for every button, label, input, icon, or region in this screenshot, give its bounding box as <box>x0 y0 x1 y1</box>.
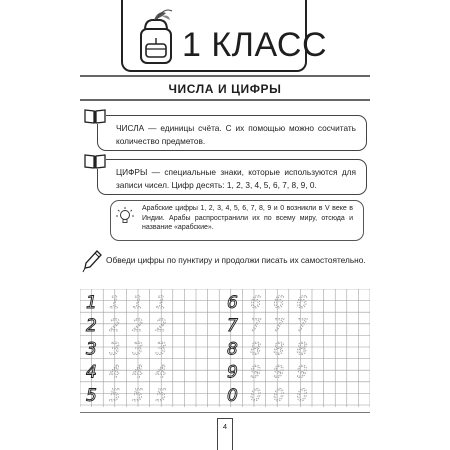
practice-digit: 5 <box>86 385 97 406</box>
practice-digit: 4 <box>86 362 97 383</box>
practice-digit: 3 <box>86 339 97 360</box>
practice-digit: 8 <box>273 339 285 360</box>
practice-digit: 6 <box>296 293 308 313</box>
practice-digit: 0 <box>296 385 308 406</box>
practice-digit: 0 <box>250 385 262 406</box>
open-book-icon <box>84 108 106 124</box>
page-number: 4 <box>217 418 233 450</box>
definition-box-numbers <box>97 115 367 151</box>
open-book-icon <box>84 153 106 169</box>
practice-digit: 2 <box>155 316 167 337</box>
practice-grid <box>80 289 370 407</box>
practice-digit: 9 <box>296 362 308 383</box>
practice-digit: 6 <box>250 293 262 313</box>
bottom-divider <box>80 412 370 413</box>
practice-digit: 2 <box>132 316 144 337</box>
practice-digit: 1 <box>109 293 121 313</box>
task-instruction: Обведи цифры по пунктиру и продолжи писать их самостоятельно. <box>106 255 366 265</box>
practice-digit: 7 <box>296 316 308 337</box>
practice-digit: 0 <box>227 385 238 406</box>
practice-digit: 1 <box>155 293 167 313</box>
top-divider <box>80 75 370 77</box>
pencil-icon <box>82 249 104 273</box>
practice-digit: 9 <box>273 362 285 383</box>
grid-lines <box>80 289 370 407</box>
practice-digit: 8 <box>250 339 262 360</box>
definition-numbers-text: ЧИСЛА — единицы счёта. С их помощью можно сосчитать количество предметов. <box>116 123 356 146</box>
fact-note-box <box>110 200 364 241</box>
practice-digit: 4 <box>155 362 167 383</box>
practice-digit: 6 <box>273 293 285 313</box>
practice-digit: 3 <box>155 339 167 360</box>
practice-digit: 6 <box>227 293 238 313</box>
practice-digit: 3 <box>132 339 144 360</box>
practice-digits <box>86 293 308 406</box>
practice-digit: 5 <box>109 385 121 406</box>
section-divider <box>80 99 370 101</box>
practice-digit: 8 <box>227 339 238 360</box>
practice-digit: 2 <box>109 316 121 337</box>
practice-digit: 9 <box>250 362 262 383</box>
practice-digit: 1 <box>132 293 144 313</box>
practice-digit: 7 <box>250 316 262 337</box>
practice-digit: 8 <box>296 339 308 360</box>
definition-digits-text: ЦИФРЫ — специальные знаки, которые используются для записи чисел. Цифр десять: 1, 2, 3, 4, 5, 6, 7, 8, 9, 0. <box>116 167 356 190</box>
practice-digit: 7 <box>273 316 285 337</box>
practice-digit: 2 <box>86 316 97 337</box>
practice-digit: 5 <box>132 385 144 406</box>
practice-digit: 4 <box>132 362 144 383</box>
practice-digit: 4 <box>109 362 121 383</box>
practice-digit: 0 <box>273 385 285 406</box>
lightbulb-icon <box>115 206 135 228</box>
practice-digit: 1 <box>86 293 97 313</box>
backpack-icon <box>132 8 178 66</box>
section-title: ЧИСЛА И ЦИФРЫ <box>168 82 282 96</box>
practice-digit: 9 <box>227 362 238 383</box>
practice-digit: 3 <box>109 339 121 360</box>
practice-digit: 7 <box>227 316 238 337</box>
definition-box-digits <box>97 159 367 195</box>
practice-digit: 5 <box>155 385 167 406</box>
fact-note-text: Арабские цифры 1, 2, 3, 4, 5, 6, 7, 8, 9 и 0 возникли в V веке в Индии. Арабы распространили их по всему миру, отсюда и название «арабские». <box>142 205 353 232</box>
page-title: 1 КЛАСС <box>182 26 328 64</box>
